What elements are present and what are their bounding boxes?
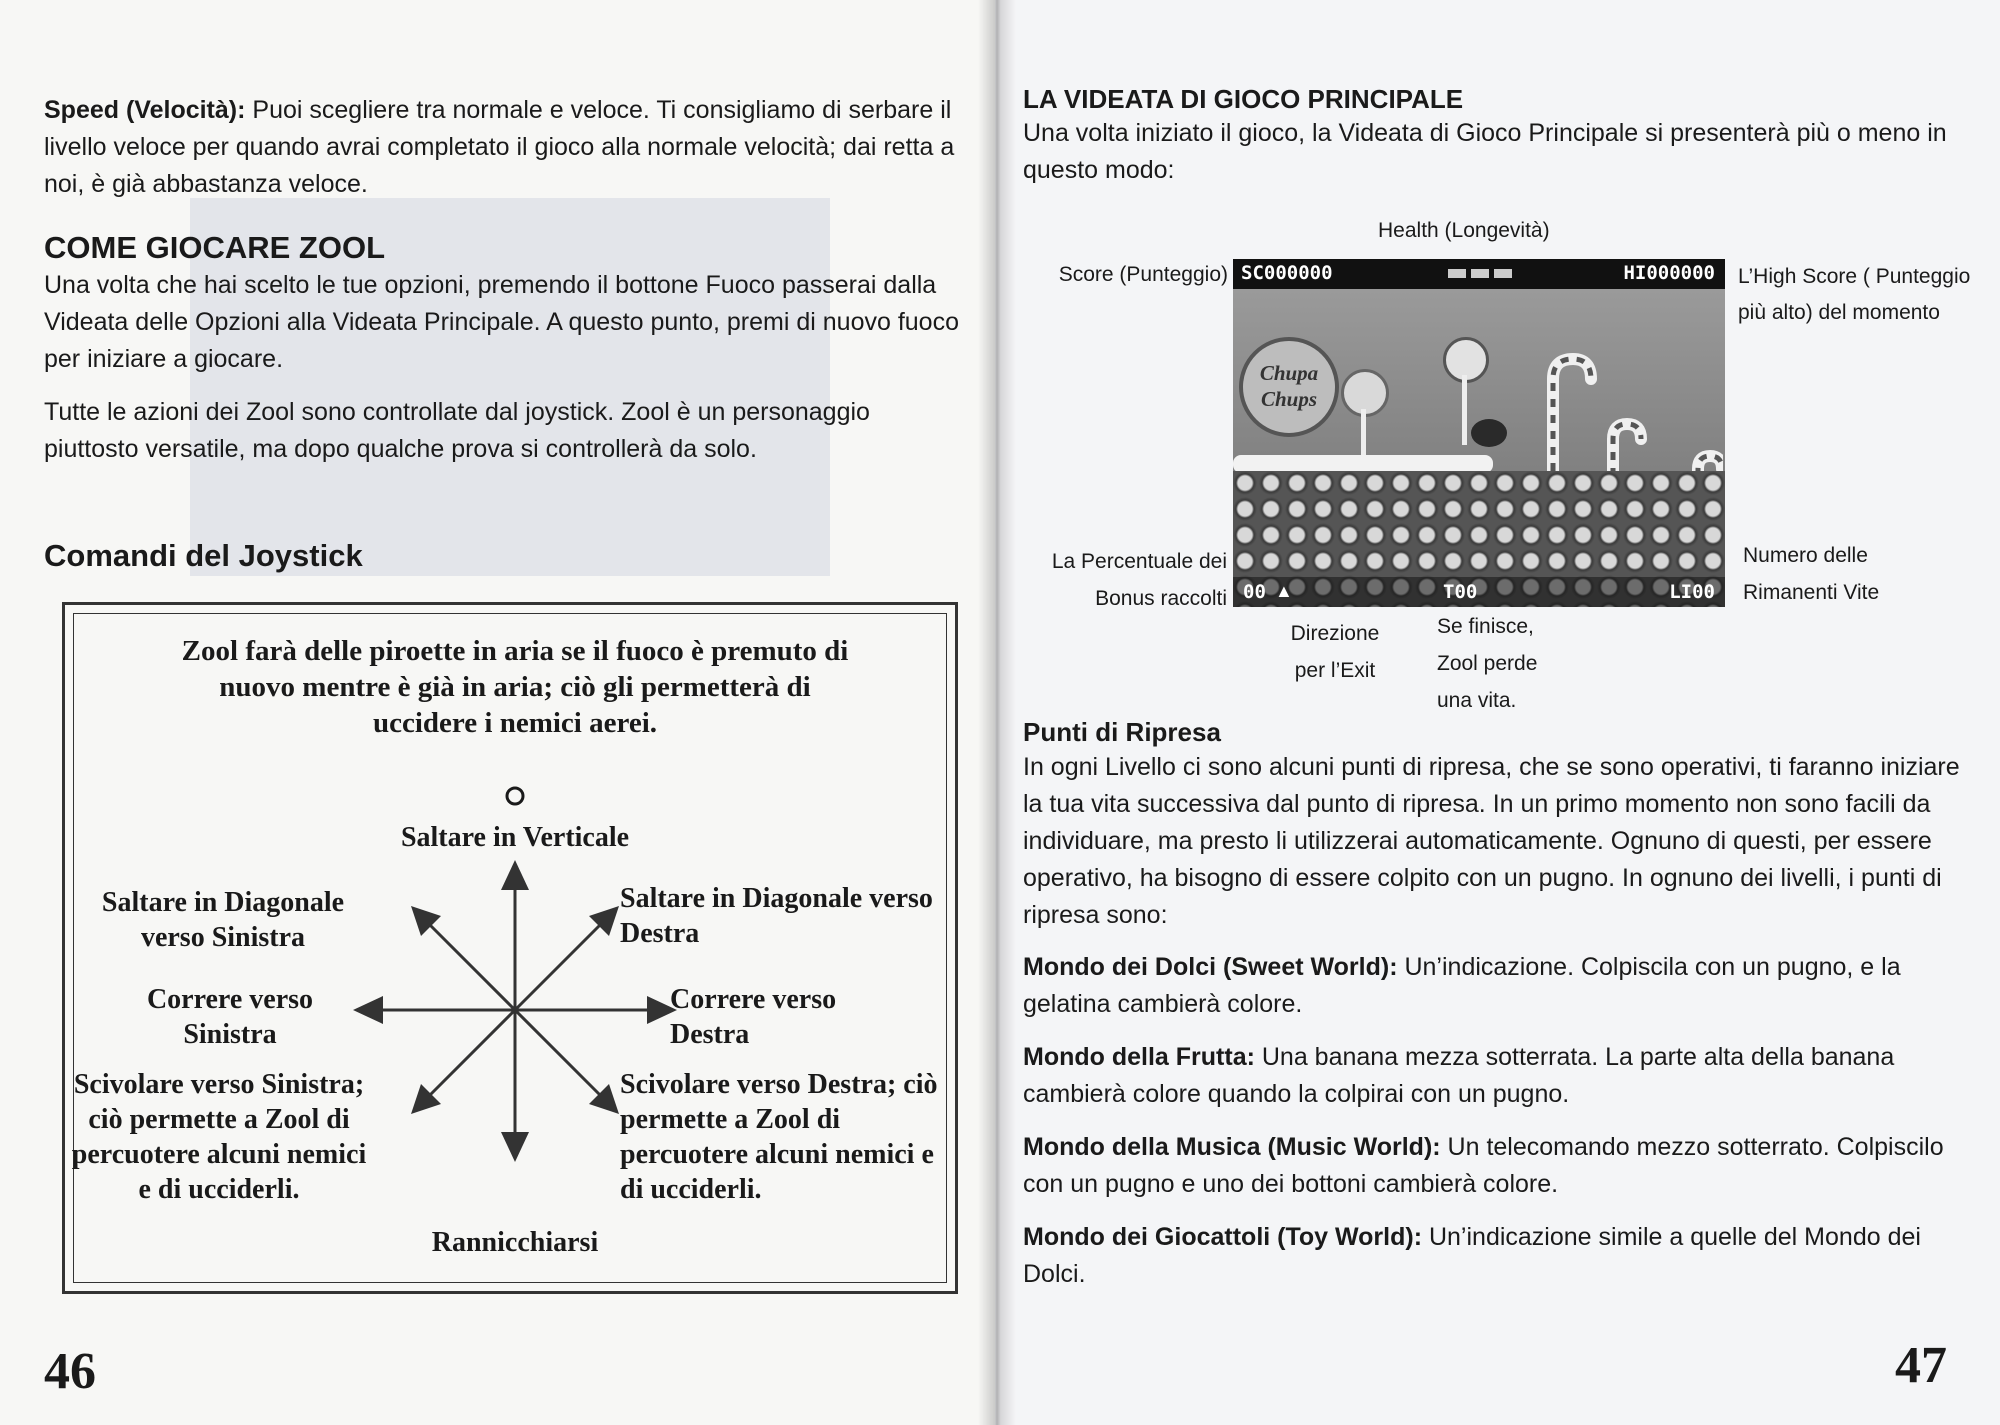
logo-text-1: Chupa — [1259, 361, 1319, 385]
world-music-name: Mondo della Musica (Music World): — [1023, 1133, 1441, 1161]
hud-time: T00 — [1443, 581, 1478, 603]
caption-lives: Numero delle Rimanenti Vite — [1743, 544, 1880, 604]
come-giocare-para-2: Tutte le azioni dei Zool sono controllate dal joystick. Zool è un personaggio piuttosto versatile, ma dopo qualche prova si controllerà da solo. — [44, 398, 870, 463]
world-fruit-text: Una banana mezza sotterrata. La parte alta della banana cambierà colore quando la colpirai con un pugno. — [1023, 1043, 1895, 1108]
come-giocare-heading: COME GIOCARE ZOOL — [44, 230, 385, 265]
world-music-text: Un telecomando mezzo sotterrato. Colpiscilo con un pugno e uno dei bottoni cambierà colore. — [1023, 1133, 1944, 1198]
world-fruit — [1023, 1039, 1968, 1113]
label-jump-diagonal-right: Saltare in Diagonale verso Destra — [620, 883, 933, 949]
world-sweet — [1023, 949, 1968, 1023]
fire-button-circle-icon — [507, 788, 523, 804]
book-gutter-shadow — [978, 0, 1016, 1425]
arrow-down-right-icon — [515, 1010, 619, 1114]
hud-health-bar — [1448, 269, 1512, 278]
arrow-down-icon — [501, 1010, 529, 1162]
hud-high-score: HI000000 — [1623, 262, 1715, 284]
fire-button-note: Zool farà delle piroette in aria se il fuoco è premuto di nuovo mentre è già in aria; ciò gli permetterà di uccidere i nemici aerei. — [181, 635, 849, 739]
arrow-down-left-icon — [411, 1010, 515, 1114]
arrow-up-right-icon — [515, 906, 619, 1010]
page-number-left: 46 — [44, 1343, 96, 1400]
caption-score: Score (Punteggio) — [1058, 263, 1228, 286]
speed-paragraph — [44, 92, 964, 203]
label-run-right: Correre verso Destra — [670, 984, 837, 1050]
videata-heading: LA VIDEATA DI GIOCO PRINCIPALE — [1023, 84, 1464, 114]
arrow-left-icon — [353, 996, 515, 1024]
joystick-heading: Comandi del Joystick — [44, 538, 363, 573]
label-jump-vertical: Saltare in Verticale — [400, 822, 630, 853]
arrow-up-left-icon — [411, 906, 515, 1010]
world-sweet-text: Un’indicazione. Colpiscila con un pugno, e la gelatina cambierà colore. — [1023, 953, 1901, 1018]
hud-bonus: 00 — [1243, 581, 1266, 603]
punti-paragraph: In ogni Livello ci sono alcuni punti di ripresa, che se sono operativi, ti faranno iniziare la tua vita successiva dal punto di ripresa. In un primo momento non sono facili da individuare, ma presto li utilizzerai automaticamente. Ognuno di questi, per essere operativo, ha bisogno di essere colpito con un pugno. In ognuno dei livelli, i punti di ripresa sono: — [1023, 753, 1960, 929]
world-toy — [1023, 1219, 1968, 1293]
chupa-chups-logo — [1239, 337, 1339, 437]
hud-lives: LI00 — [1669, 581, 1715, 603]
punti-heading: Punti di Ripresa — [1023, 717, 1221, 747]
hud-score: SC000000 — [1241, 262, 1333, 284]
world-sweet-name: Mondo dei Dolci (Sweet World): — [1023, 953, 1398, 981]
arrow-right-icon — [515, 996, 677, 1024]
hud-bottom-bar — [1233, 577, 1725, 607]
caption-high-score: L’High Score ( Punteggio più alto) del momento — [1738, 265, 1971, 324]
label-crouch: Rannicchiarsi — [431, 1227, 599, 1258]
arrow-up-icon — [501, 860, 529, 1010]
label-slide-right: Scivolare verso Destra; ciò permette a Zool di percuotere alcuni nemici e di ucciderli. — [620, 1069, 938, 1205]
game-screenshot — [1233, 259, 1725, 607]
world-toy-text: Un’indicazione simile a quelle del Mondo dei Dolci. — [1023, 1223, 1921, 1288]
caption-time: Se finisce, Zool perde una vita. — [1437, 615, 1538, 712]
caption-direction: Direzione per l’Exit — [1290, 622, 1380, 682]
speed-text: Puoi scegliere tra normale e veloce. Ti consigliamo di serbare il livello veloce per quando avrai completato il gioco alla normale velocità; dai retta a noi, è già abbastanza veloce. — [44, 96, 955, 198]
page-number-right: 47 — [1895, 1337, 1947, 1394]
world-fruit-name: Mondo della Frutta: — [1023, 1043, 1255, 1071]
world-music — [1023, 1129, 1968, 1203]
videata-intro: Una volta iniziato il gioco, la Videata di Gioco Principale si presenterà più o meno in questo modo: — [1023, 119, 1947, 184]
label-run-left: Correre verso Sinistra — [146, 984, 314, 1050]
speed-label: Speed (Velocità): — [44, 96, 246, 124]
joystick-diagram-box — [62, 602, 958, 1294]
zool-character — [1471, 419, 1507, 447]
come-giocare-para-1: Una volta che hai scelto le tue opzioni, premendo il bottone Fuoco passerai dalla Videata delle Opzioni alla Videata Principale. A questo punto, premi di nuovo fuoco per iniziare a giocare. — [44, 271, 959, 373]
label-slide-left: Scivolare verso Sinistra; ciò permette a Zool di percuotere alcuni nemici e di ucciderli. — [71, 1069, 367, 1205]
caption-bonus: La Percentuale dei Bonus raccolti — [1051, 550, 1227, 610]
world-toy-name: Mondo dei Giocattoli (Toy World): — [1023, 1223, 1423, 1251]
logo-text-2: Chups — [1260, 387, 1318, 411]
exit-direction-arrow-icon: ▲ — [1275, 581, 1293, 601]
label-jump-diagonal-left: Saltare in Diagonale verso Sinistra — [101, 887, 345, 953]
caption-health: Health (Longevità) — [1378, 219, 1550, 242]
left-page — [0, 0, 995, 1425]
